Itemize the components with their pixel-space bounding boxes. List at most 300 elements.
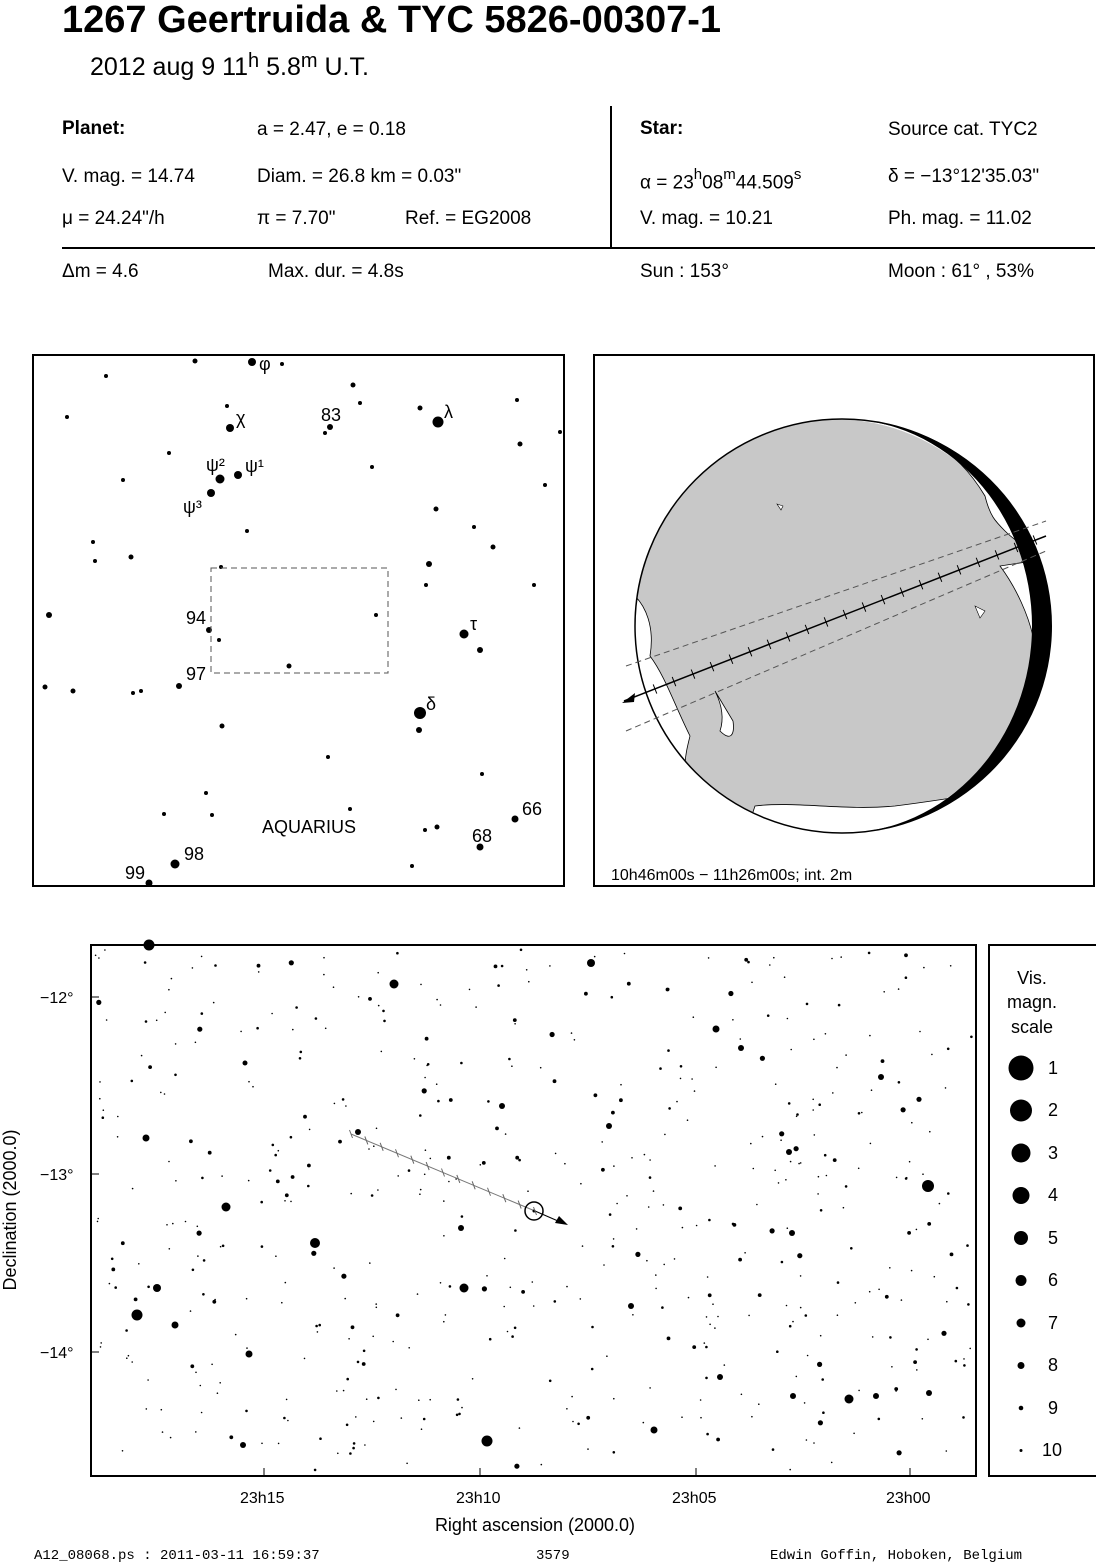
faint-chart-star xyxy=(659,1067,662,1070)
faint-chart-star xyxy=(554,1300,557,1303)
chart-star xyxy=(310,1238,320,1248)
faint-chart-star xyxy=(550,1032,555,1037)
faint-chart-star xyxy=(611,1111,615,1115)
scale-labels xyxy=(1042,1058,1062,1460)
faint-chart-star xyxy=(192,967,194,969)
planet-heading: Planet: xyxy=(62,118,126,139)
faint-chart-star xyxy=(898,1081,901,1084)
faint-chart-star xyxy=(246,1347,248,1349)
faint-chart-star xyxy=(776,1350,779,1353)
y-axis-label: Declination (2000.0) xyxy=(0,1129,20,1291)
faint-star xyxy=(472,525,476,529)
faint-chart-star xyxy=(762,1136,764,1138)
faint-chart-star xyxy=(346,1378,349,1381)
faint-chart-star xyxy=(817,1193,819,1195)
faint-chart-star xyxy=(706,1316,708,1318)
faint-chart-star xyxy=(950,965,952,967)
faint-chart-star xyxy=(337,1453,339,1455)
faint-chart-star xyxy=(963,1364,966,1367)
faint-chart-star xyxy=(190,1364,194,1368)
faint-chart-star xyxy=(613,1398,615,1400)
faint-chart-star xyxy=(497,984,500,987)
faint-chart-star xyxy=(131,1361,133,1363)
faint-chart-star xyxy=(487,1100,490,1103)
planet-vmag: V. mag. = 14.74 xyxy=(62,166,195,187)
faint-chart-star xyxy=(897,1450,902,1455)
scale-dot xyxy=(1018,1362,1025,1369)
faint-chart-star xyxy=(947,1048,950,1051)
faint-chart-star xyxy=(708,957,710,959)
faint-chart-star xyxy=(144,961,147,964)
faint-chart-star xyxy=(606,1355,608,1357)
scale-dot xyxy=(1013,1187,1030,1204)
faint-chart-star xyxy=(275,1255,277,1257)
label-lambda: λ xyxy=(444,402,453,422)
faint-chart-star xyxy=(950,1253,954,1257)
faint-chart-star xyxy=(272,1144,275,1147)
faint-chart-star xyxy=(295,1006,298,1009)
faint-chart-star xyxy=(486,1275,488,1277)
faint-chart-star xyxy=(643,1422,645,1424)
faint-chart-star xyxy=(825,1033,827,1035)
faint-chart-star xyxy=(160,1092,162,1094)
faint-chart-star xyxy=(352,1447,355,1450)
chart-star xyxy=(845,1395,854,1404)
faint-chart-star xyxy=(896,1177,898,1179)
star-ra-min: 08 xyxy=(702,172,724,194)
scale-label: 1 xyxy=(1048,1058,1059,1078)
faint-chart-star xyxy=(676,1101,678,1103)
ytick-label: −13° xyxy=(40,1167,74,1184)
faint-chart-star xyxy=(168,1161,170,1163)
label-psi1: ψ¹ xyxy=(245,456,264,476)
faint-chart-star xyxy=(824,1154,827,1157)
faint-chart-star xyxy=(346,1424,349,1427)
chart-star xyxy=(790,1393,796,1399)
faint-chart-star xyxy=(833,1158,837,1162)
star-chart xyxy=(0,930,1096,1540)
faint-chart-star xyxy=(99,1098,101,1100)
faint-chart-star xyxy=(425,1037,429,1041)
faint-chart-star xyxy=(323,974,325,976)
faint-chart-star xyxy=(728,991,733,996)
faint-chart-star xyxy=(333,1267,335,1269)
event-date: 2012 aug 9 11 xyxy=(90,53,249,81)
faint-chart-star xyxy=(437,1100,440,1103)
faint-chart-star xyxy=(131,1080,134,1083)
faint-chart-star xyxy=(947,1192,950,1195)
faint-chart-star xyxy=(456,1414,459,1417)
faint-chart-star xyxy=(309,1129,311,1131)
faint-chart-star xyxy=(850,1247,853,1250)
faint-chart-star xyxy=(421,1428,423,1430)
faint-chart-star xyxy=(620,1084,622,1086)
faint-chart-star xyxy=(418,1399,420,1401)
faint-chart-star xyxy=(371,1194,374,1197)
faint-chart-star xyxy=(362,1362,366,1366)
label-delta: δ xyxy=(426,694,437,714)
finder-labels xyxy=(125,356,542,883)
chart-star xyxy=(873,1393,879,1399)
faint-chart-star xyxy=(260,1201,263,1204)
xtick-label: 23h00 xyxy=(886,1490,931,1507)
faint-chart-star xyxy=(162,1431,164,1433)
faint-chart-star xyxy=(767,1014,770,1017)
star-ra-m: m xyxy=(723,166,736,183)
faint-chart-star xyxy=(582,1245,584,1247)
faint-chart-star xyxy=(138,1263,140,1265)
finder-svg xyxy=(34,356,563,885)
faint-chart-star xyxy=(189,1139,193,1143)
faint-chart-star xyxy=(338,1140,342,1144)
faint-chart-star xyxy=(787,1018,789,1020)
max-duration: Max. dur. = 4.8s xyxy=(268,261,404,282)
faint-chart-star xyxy=(175,1180,177,1182)
star-delta-b xyxy=(416,727,422,733)
faint-chart-star xyxy=(125,1329,128,1332)
faint-chart-star xyxy=(883,991,885,993)
faint-chart-star xyxy=(780,1139,782,1141)
faint-chart-star xyxy=(317,1331,319,1333)
faint-chart-star xyxy=(646,1260,648,1262)
faint-chart-star xyxy=(283,1417,286,1420)
faint-chart-star xyxy=(653,1190,655,1192)
faint-chart-star xyxy=(161,1409,163,1411)
scale-label: 5 xyxy=(1048,1228,1059,1248)
faint-chart-star xyxy=(692,1345,696,1349)
faint-chart-star xyxy=(170,1437,172,1439)
label-98: 98 xyxy=(184,844,205,864)
chart-star xyxy=(628,1303,634,1309)
faint-chart-star xyxy=(100,1346,102,1348)
faint-chart-star xyxy=(708,1219,711,1222)
star-ra-s: s xyxy=(793,166,802,183)
faint-chart-star xyxy=(751,982,753,984)
faint-chart-star xyxy=(696,1225,698,1227)
faint-chart-star xyxy=(916,1229,918,1231)
faint-star xyxy=(518,442,523,447)
chart-star xyxy=(243,1061,248,1066)
faint-chart-star xyxy=(443,1200,445,1202)
faint-chart-star xyxy=(881,1059,885,1063)
faint-chart-star xyxy=(946,1301,948,1303)
faint-chart-star xyxy=(423,1418,426,1421)
faint-chart-star xyxy=(261,1443,263,1445)
faint-chart-star xyxy=(343,1390,345,1392)
faint-chart-star xyxy=(826,1175,828,1177)
faint-chart-star xyxy=(364,1444,366,1446)
faint-chart-star xyxy=(931,1054,933,1056)
faint-chart-star xyxy=(714,1327,716,1329)
faint-star xyxy=(245,529,249,533)
faint-chart-star xyxy=(195,1431,197,1433)
faint-chart-star xyxy=(304,1358,306,1360)
faint-chart-star xyxy=(687,1119,689,1121)
faint-chart-star xyxy=(794,1146,799,1151)
faint-chart-star xyxy=(214,964,217,967)
faint-star xyxy=(131,691,135,695)
faint-chart-star xyxy=(789,1469,791,1471)
faint-chart-star xyxy=(333,986,335,988)
faint-chart-star xyxy=(796,1376,798,1378)
faint-chart-star xyxy=(564,1163,566,1165)
faint-chart-star xyxy=(644,1154,646,1156)
faint-chart-star xyxy=(929,1131,931,1133)
faint-chart-star xyxy=(99,1081,101,1083)
faint-chart-star xyxy=(245,1410,248,1413)
faint-chart-star xyxy=(128,1355,130,1357)
chart-star xyxy=(482,1436,493,1447)
faint-chart-star xyxy=(916,1097,921,1102)
faint-chart-star xyxy=(845,1185,848,1188)
faint-chart-star xyxy=(869,1035,871,1037)
faint-chart-star xyxy=(285,1193,289,1197)
faint-chart-star xyxy=(724,1364,726,1366)
faint-star xyxy=(104,374,108,378)
faint-chart-star xyxy=(103,1109,105,1111)
faint-chart-star xyxy=(202,1293,205,1296)
faint-chart-star xyxy=(704,1342,706,1344)
faint-chart-star xyxy=(443,1235,445,1237)
faint-chart-star xyxy=(383,1020,386,1023)
faint-chart-star xyxy=(514,1327,517,1330)
faint-chart-star xyxy=(962,1416,965,1419)
faint-chart-star xyxy=(800,1307,802,1309)
faint-chart-star xyxy=(540,1067,542,1069)
faint-chart-star xyxy=(577,1423,580,1426)
faint-star xyxy=(480,772,484,776)
faint-chart-star xyxy=(858,1390,860,1392)
faint-chart-star xyxy=(197,1231,202,1236)
faint-chart-star xyxy=(229,1435,233,1439)
planet-diameter: Diam. = 26.8 km = 0.03" xyxy=(257,166,462,187)
faint-chart-star xyxy=(503,1306,505,1308)
faint-chart-star xyxy=(612,1245,615,1248)
faint-chart-star xyxy=(541,1464,543,1466)
faint-chart-star xyxy=(913,1360,917,1364)
faint-chart-star xyxy=(919,1031,921,1033)
globe-svg xyxy=(595,356,1093,885)
chart-star xyxy=(922,1180,934,1192)
faint-chart-star xyxy=(836,1067,838,1069)
star-phmag: Ph. mag. = 11.02 xyxy=(888,208,1032,229)
faint-chart-star xyxy=(613,1238,615,1240)
faint-chart-star xyxy=(668,1107,671,1110)
faint-chart-star xyxy=(201,1177,204,1180)
faint-chart-star xyxy=(257,964,261,968)
label-99: 99 xyxy=(125,863,146,883)
faint-star xyxy=(220,724,225,729)
faint-chart-star xyxy=(740,1038,742,1040)
faint-chart-star xyxy=(252,1086,254,1088)
faint-chart-star xyxy=(96,1000,101,1005)
faint-chart-star xyxy=(901,1299,903,1301)
faint-chart-star xyxy=(381,1051,383,1053)
scale-label: 4 xyxy=(1048,1185,1059,1205)
faint-chart-star xyxy=(601,1141,603,1143)
faint-chart-star xyxy=(813,1039,815,1041)
faint-star xyxy=(374,613,378,617)
faint-star xyxy=(418,406,423,411)
faint-chart-star xyxy=(904,953,908,957)
faint-chart-star xyxy=(353,1442,356,1445)
faint-chart-star xyxy=(758,1293,762,1297)
faint-chart-star xyxy=(429,1399,431,1401)
faint-chart-star xyxy=(891,1366,893,1368)
faint-chart-star xyxy=(566,1408,568,1410)
faint-chart-star xyxy=(368,1148,370,1150)
faint-chart-star xyxy=(714,1165,716,1167)
star-97 xyxy=(176,683,182,689)
star-chart-svg xyxy=(0,930,1096,1540)
time-suffix: U.T. xyxy=(317,53,369,81)
chart-star xyxy=(144,940,155,951)
faint-chart-star xyxy=(946,1450,948,1452)
star-psi3 xyxy=(207,489,215,497)
faint-chart-star xyxy=(812,1099,814,1101)
faint-chart-star xyxy=(425,1149,427,1151)
faint-chart-star xyxy=(812,1109,814,1111)
faint-chart-star xyxy=(156,1020,158,1022)
faint-chart-star xyxy=(373,1421,375,1423)
faint-chart-star xyxy=(571,1032,573,1034)
faint-chart-star xyxy=(373,1145,375,1147)
faint-chart-star xyxy=(192,1269,195,1272)
faint-chart-star xyxy=(314,1469,317,1472)
faint-chart-star xyxy=(519,1427,521,1429)
faint-chart-star xyxy=(461,1407,463,1409)
star-source: Source cat. TYC2 xyxy=(888,119,1038,140)
faint-chart-star xyxy=(775,1083,777,1085)
faint-chart-star xyxy=(785,1179,787,1181)
faint-chart-star xyxy=(693,1016,695,1018)
faint-chart-star xyxy=(521,1290,525,1294)
faint-chart-star xyxy=(511,1335,514,1338)
faint-chart-star xyxy=(741,1394,743,1396)
faint-chart-star xyxy=(748,1315,750,1317)
faint-chart-star xyxy=(916,1369,918,1371)
faint-chart-star xyxy=(213,1002,215,1004)
faint-chart-star xyxy=(869,1291,871,1293)
faint-chart-star xyxy=(756,1204,758,1206)
faint-star xyxy=(167,451,171,455)
faint-chart-star xyxy=(649,1176,652,1179)
faint-chart-star xyxy=(549,1380,552,1383)
field-box xyxy=(211,568,388,673)
faint-chart-star xyxy=(773,957,775,959)
faint-star xyxy=(129,555,134,560)
star-99 xyxy=(146,880,153,886)
faint-chart-star xyxy=(635,1252,640,1257)
faint-chart-star xyxy=(939,1203,941,1205)
faint-chart-star xyxy=(837,1314,839,1316)
faint-chart-star xyxy=(106,1019,108,1021)
star-chi xyxy=(226,424,234,432)
planet-orbit: a = 2.47, e = 0.18 xyxy=(257,119,406,140)
chart-star xyxy=(222,1203,231,1212)
faint-chart-star xyxy=(923,967,925,969)
star-ra-prefix: α = 23 xyxy=(640,172,694,194)
faint-chart-star xyxy=(715,1067,717,1069)
chart-star xyxy=(153,1284,161,1292)
faint-chart-star xyxy=(117,1116,119,1118)
faint-chart-star xyxy=(843,1207,845,1209)
faint-chart-star xyxy=(376,1307,378,1309)
faint-star xyxy=(351,383,356,388)
faint-chart-star xyxy=(619,1098,623,1102)
faint-chart-star xyxy=(261,1245,264,1248)
faint-chart-star xyxy=(667,1337,671,1341)
scale-dots xyxy=(1009,1056,1034,1453)
label-psi2: ψ² xyxy=(206,455,225,475)
label-chi: χ xyxy=(236,408,246,428)
label-tau: τ xyxy=(470,614,478,634)
faint-chart-star xyxy=(480,1164,482,1166)
faint-chart-star xyxy=(772,1448,775,1451)
star-psi1 xyxy=(234,471,242,479)
faint-chart-star xyxy=(109,1283,111,1285)
faint-chart-star xyxy=(377,972,379,974)
star-phi xyxy=(248,358,256,366)
faint-chart-star xyxy=(796,1113,799,1116)
faint-chart-star xyxy=(889,1267,891,1269)
faint-chart-star xyxy=(286,1399,288,1401)
faint-star xyxy=(287,664,292,669)
event-datetime xyxy=(90,50,369,84)
faint-chart-star xyxy=(778,1182,780,1184)
faint-chart-star xyxy=(382,1010,385,1013)
x-axis-label: Right ascension (2000.0) xyxy=(434,1515,636,1535)
faint-chart-star xyxy=(804,1402,806,1404)
faint-chart-star xyxy=(922,1173,924,1175)
faint-chart-star xyxy=(963,1358,965,1360)
scale-label: 9 xyxy=(1048,1398,1059,1418)
faint-chart-star xyxy=(221,1175,223,1177)
faint-chart-star xyxy=(315,1325,318,1328)
faint-chart-star xyxy=(708,1293,712,1297)
faint-chart-star xyxy=(458,1413,461,1416)
faint-chart-star xyxy=(631,1157,633,1159)
faint-chart-star xyxy=(885,1295,889,1299)
faint-chart-star xyxy=(632,1314,634,1316)
chart-star xyxy=(651,1427,658,1434)
faint-chart-star xyxy=(584,992,588,996)
faint-chart-star xyxy=(601,1168,605,1172)
faint-chart-star xyxy=(861,1112,863,1114)
faint-chart-star xyxy=(840,956,842,958)
faint-chart-star xyxy=(246,1298,248,1300)
faint-chart-star xyxy=(513,1018,517,1022)
faint-chart-star xyxy=(164,1093,166,1095)
faint-chart-star xyxy=(837,1281,840,1284)
faint-chart-star xyxy=(549,965,551,967)
star-psi2 xyxy=(216,475,225,484)
faint-chart-star xyxy=(448,1181,450,1183)
chart-star xyxy=(878,1074,884,1080)
faint-chart-star xyxy=(636,1228,638,1230)
faint-chart-star xyxy=(533,1305,535,1307)
star-dec: δ = −13°12'35.03" xyxy=(888,166,1040,187)
faint-chart-star xyxy=(334,1103,336,1105)
faint-chart-star xyxy=(350,1193,352,1195)
faint-chart-star xyxy=(515,1156,519,1160)
planet-motion: μ = 24.24"/h xyxy=(62,208,165,229)
label-94: 94 xyxy=(186,608,207,628)
star-lambda xyxy=(433,417,444,428)
faint-chart-star xyxy=(955,1360,958,1363)
faint-chart-star xyxy=(358,996,360,998)
faint-chart-star xyxy=(927,1339,929,1341)
